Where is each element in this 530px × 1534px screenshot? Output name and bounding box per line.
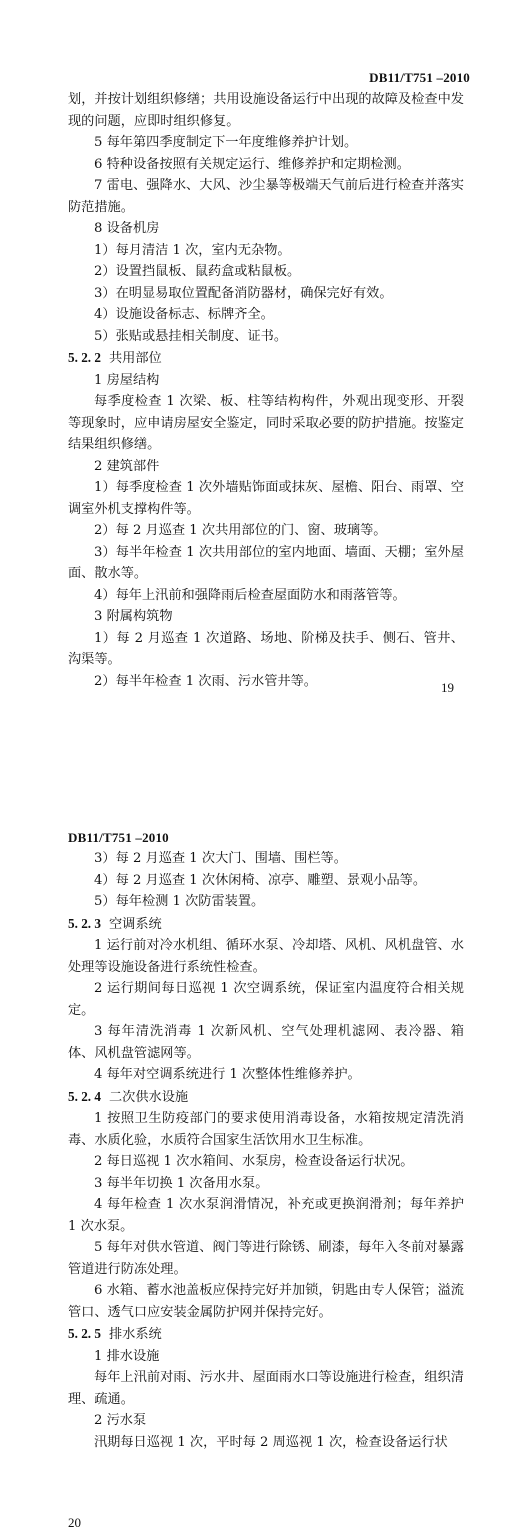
section-heading — [68, 347, 464, 370]
section-number: 5. 2. 4 — [68, 1088, 101, 1104]
body-paragraph: 2 每日巡视 1 次水箱间、水泵房，检查设备运行状况。 — [94, 1154, 414, 1169]
document-page-19 — [0, 0, 530, 740]
section-title: 空调系统 — [108, 916, 162, 932]
section-title: 排水系统 — [108, 1327, 162, 1342]
page-body — [68, 848, 464, 1453]
body-paragraph: 3 附属构筑物 — [94, 609, 173, 624]
body-paragraph: 1 运行前对冷水机组、循环水泵、冷却塔、风机、风机盘管、水处理等设施设备进行系统性检查。 — [68, 938, 464, 975]
body-paragraph: 1 排水设施 — [94, 1348, 160, 1364]
body-paragraph: 4 每年检查 1 次水泵润滑情况，补充或更换润滑剂；每年养护 1 次水泵。 — [68, 1197, 464, 1234]
body-paragraph: 4 每年对空调系统进行 1 次整体性维修养护。 — [94, 1067, 361, 1082]
body-paragraph: 2）每 2 月巡查 1 次共用部位的门、窗、玻璃等。 — [94, 523, 387, 538]
body-paragraph: 3）每半年检查 1 次共用部位的室内地面、墙面、天棚；室外屋面、散水等。 — [68, 544, 464, 581]
body-paragraph: 5 每年第四季度制定下一年度维修养护计划。 — [94, 135, 358, 150]
page-number: 19 — [441, 680, 454, 695]
body-paragraph: 每季度检查 1 次梁、板、柱等结构构件，外观出现变形、开裂等现象时，应申请房屋安全鉴定，同时采取必要的防护措施。按鉴定结果组织修缮。 — [68, 394, 464, 452]
section-title: 二次供水设施 — [108, 1089, 189, 1105]
body-paragraph: 2 污水泵 — [94, 1413, 147, 1428]
body-paragraph: 1）每 2 月巡查 1 次道路、场地、阶梯及扶手、侧石、管井、沟渠等。 — [68, 630, 464, 667]
body-paragraph: 3）在明显易取位置配备消防器材，确保完好有效。 — [94, 285, 393, 301]
standard-code-header: DB11/T751 –2010 — [369, 70, 470, 85]
body-paragraph: 1 按照卫生防疫部门的要求使用消毒设备，水箱按规定清洗消毒、水质化验，水质符合国家生活饮用水卫生标准。 — [68, 1111, 464, 1148]
section-title: 共用部位 — [108, 351, 162, 366]
body-paragraph: 4）设施设备标志、标牌齐全。 — [94, 307, 274, 322]
body-paragraph: 汛期每日巡视 1 次，平时每 2 周巡视 1 次，检查设备运行状 — [94, 1434, 448, 1450]
section-heading — [68, 1086, 464, 1109]
body-paragraph: 3）每 2 月巡查 1 次大门、围墙、围栏等。 — [94, 851, 347, 866]
body-paragraph: 6 特种设备按照有关规定运行、维修养护和定期检测。 — [94, 156, 410, 172]
body-paragraph: 6 水箱、蓄水池盖板应保持完好并加锁，钥匙由专人保管；溢流管口、透气口应安装金属防护网并保持完好。 — [68, 1283, 464, 1320]
body-paragraph: 5）每年检测 1 次防雷装置。 — [94, 894, 265, 909]
body-paragraph: 3 每半年切换 1 次备用水泵。 — [94, 1175, 269, 1191]
body-paragraph: 7 雷电、强降水、大风、沙尘暴等极端天气前后进行检查并落实防范措施。 — [68, 178, 464, 215]
section-number: 5. 2. 2 — [68, 350, 101, 365]
body-paragraph: 2）设置挡鼠板、鼠药盒或粘鼠板。 — [94, 264, 301, 279]
body-paragraph: 4）每 2 月巡查 1 次休闲椅、凉亭、雕塑、景观小品等。 — [94, 872, 427, 888]
section-heading — [68, 913, 464, 936]
body-paragraph: 2 运行期间每日巡视 1 次空调系统，保证室内温度符合相关规定。 — [68, 981, 464, 1018]
section-number: 5. 2. 5 — [68, 1326, 101, 1341]
body-paragraph: 2）每半年检查 1 次雨、污水管井等。 — [94, 673, 317, 689]
body-paragraph: 3 每年清洗消毒 1 次新风机、空气处理机滤网、表冷器、箱体、风机盘管滤网等。 — [68, 1024, 464, 1061]
body-paragraph: 5 每年对供水管道、阀门等进行除锈、刷漆，每年入冬前对暴露管道进行防冻处理。 — [68, 1240, 464, 1277]
body-paragraph: 8 设备机房 — [94, 221, 160, 236]
body-paragraph: 5）张贴或悬挂相关制度、证书。 — [94, 328, 288, 344]
body-paragraph: 1）每月清洁 1 次，室内无杂物。 — [94, 242, 291, 258]
section-number: 5. 2. 3 — [68, 915, 101, 931]
section-heading — [68, 1323, 464, 1346]
body-paragraph: 每年上汛前对雨、污水井、屋面雨水口等设施进行检查，组织清理、疏通。 — [68, 1370, 464, 1407]
body-paragraph: 1）每季度检查 1 次外墙贴饰面或抹灰、屋檐、阳台、雨罩、空调室外机支撑构件等。 — [68, 480, 464, 517]
page-body — [68, 89, 464, 692]
body-paragraph: 2 建筑部件 — [94, 458, 160, 474]
standard-code-header: DB11/T751 –2010 — [68, 830, 169, 845]
body-paragraph: 划，并按计划组织修缮；共用设施设备运行中出现的故障及检查中发现的问题，应即时组织修复。 — [68, 92, 464, 129]
body-paragraph: 1 房屋结构 — [94, 372, 160, 388]
body-paragraph: 4）每年上汛前和强降雨后检查屋面防水和雨落管等。 — [94, 587, 406, 603]
document-page-20 — [0, 790, 530, 1534]
page-number: 20 — [68, 1515, 81, 1530]
